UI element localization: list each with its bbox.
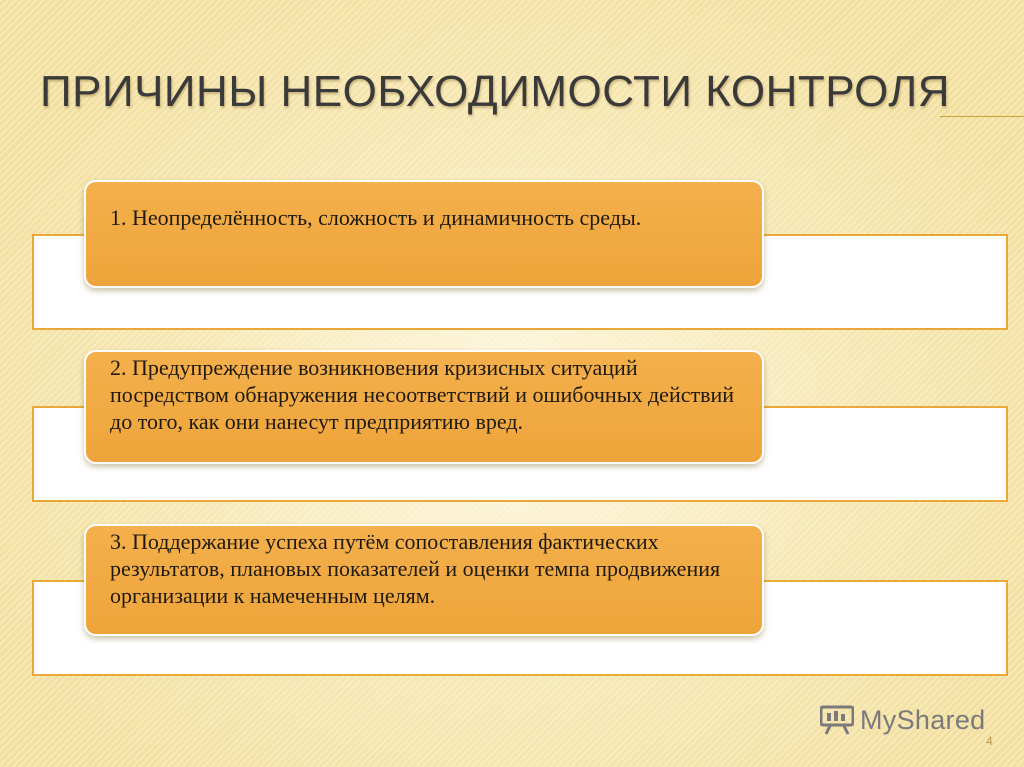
slide-title: ПРИЧИНЫ НЕОБХОДИМОСТИ КОНТРОЛЯ: [40, 67, 951, 116]
item-card: [84, 350, 764, 464]
title-bar: [0, 62, 1024, 132]
item-text: 2. Предупреждение возникновения кризисных ситуаций посредством обнаружения несоответствий и ошибочных действий до того, как они нанесут предприятию вред.: [110, 355, 735, 434]
item-text: 3. Поддержание успеха путём сопоставления фактических результатов, плановых показателей и оценки темпа продвижения организации к намеченным целям.: [110, 529, 721, 608]
watermark-brand: MyShared: [860, 704, 986, 735]
item-card: [84, 524, 764, 636]
watermark-logo: [820, 700, 985, 740]
slide-number: 4: [986, 734, 993, 748]
item-card: [84, 180, 764, 288]
title-rule: [940, 116, 1024, 117]
item-text: 1. Неопределённость, сложность и динамичность среды.: [110, 205, 642, 230]
presentation-board-icon: [820, 705, 854, 735]
